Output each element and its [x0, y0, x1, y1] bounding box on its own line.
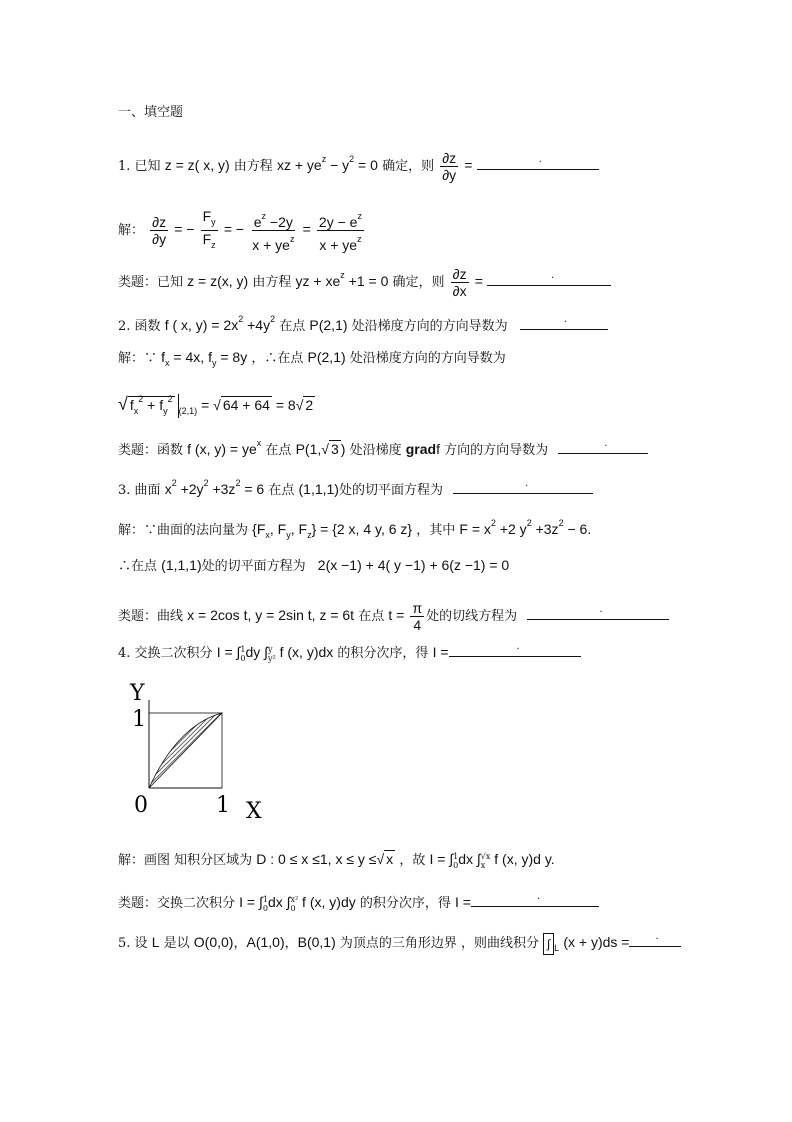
q5-text1: 是以 — [163, 936, 190, 951]
sol3-math1d: } = {2 x, 4 y, 6 z} — [311, 521, 413, 537]
q3-prefix: 3. 曲面 — [118, 483, 161, 498]
sol3-sub1: x — [265, 530, 270, 540]
q5-math3: A(1,0) — [246, 934, 285, 950]
sim4-lim1-bot: 0 — [262, 903, 268, 913]
sim1-prefix: 类题：已知 — [118, 275, 184, 290]
sol4-math1: D : 0 ≤ x ≤1, x ≤ y ≤ — [256, 851, 377, 867]
q3-math1b: +2y — [176, 481, 204, 497]
sim3-prefix: 类题：曲线 — [118, 609, 184, 624]
q2-sup2: 2 — [270, 314, 276, 324]
sol1-f2-den: F — [202, 231, 212, 247]
question-2 — [118, 310, 608, 336]
sol1-f3-den-sup: z — [289, 234, 295, 244]
sol1-prefix: 解： — [118, 223, 145, 238]
sim4-math2: I = — [455, 894, 471, 910]
sim2-math2: P(1, — [295, 441, 322, 457]
sol3-sub3: z — [307, 530, 312, 540]
sol2-math1c: = 8y — [216, 349, 248, 365]
sim2-text1: 在点 — [265, 443, 292, 458]
sol3-sub2: y — [286, 530, 291, 540]
sol3-text1: ，其中 — [416, 523, 456, 538]
q4-math2: I = — [432, 644, 449, 660]
sim4-lim2-bot: 0 — [290, 903, 296, 913]
sol2-math1b: = 4x, f — [169, 349, 212, 365]
sol4-text1: ，故 — [399, 853, 426, 868]
q1-math2c: = 0 — [354, 157, 378, 173]
q5-dot: . — [655, 931, 659, 942]
sol3b-math2: 2(x −1) + 4( y −1) + 6(z −1) = 0 — [317, 557, 510, 573]
sim4-lim1-top: 1 — [262, 894, 268, 904]
sim1-text1: 由方程 — [252, 275, 292, 290]
sol3-math2b: +2 y — [495, 521, 527, 537]
q4-math1c: f (x, y)dx — [275, 644, 334, 660]
q4-text1: 的积分次序，得 — [337, 646, 429, 661]
q4-math1: I = ∫ — [216, 644, 241, 660]
sol1-frac1 — [150, 214, 168, 247]
sim1-frac-num: ∂z — [452, 266, 467, 282]
q3-sup3: 2 — [235, 478, 241, 488]
sol4-sqrt1: x — [386, 851, 394, 867]
sol2b-sqrt-a-sub: x — [133, 406, 139, 416]
sol2-prefix: 解：∵ — [118, 351, 158, 366]
q3-math1c: +3z — [208, 481, 236, 497]
similar-4 — [118, 892, 599, 913]
sim4-math1: I = ∫ — [239, 894, 263, 910]
sol3-math1b: , F — [269, 521, 287, 537]
sol1-f4-den-sup: z — [357, 234, 362, 244]
q2-answer-blank[interactable] — [520, 315, 608, 330]
sol3-math2d: − 6. — [563, 521, 592, 537]
sol3-sup3: 2 — [558, 518, 564, 528]
q3-math1: x — [164, 481, 172, 497]
sim4-text1: 的积分次序，得 — [359, 896, 451, 911]
sim2-text3: 方向的方向导数为 — [444, 443, 549, 458]
sol4-lim2-top: √x — [480, 851, 491, 861]
sol4-lim1-bot: 0 — [453, 860, 459, 870]
sol2b-eval-at: (2,1) — [178, 406, 198, 416]
q5-text3: ， — [284, 936, 298, 951]
q1-fraction — [440, 150, 458, 183]
q5-answer-blank[interactable] — [629, 932, 681, 947]
sim2-dot: . — [604, 438, 608, 449]
sol2-sub1: x — [165, 358, 170, 368]
sol1-f3-den: x + ye — [252, 237, 290, 253]
q1-text2: 确定，则 — [382, 159, 435, 174]
sol4-math2c: f (x, y)d y. — [490, 851, 555, 867]
sol3-math2: F = x — [459, 521, 491, 537]
q4-lim2-bot: y² — [267, 653, 276, 663]
q5-text4: 为顶点的三角形边界 ，则曲线积分 — [339, 936, 540, 951]
q4-lim1-bot: 0 — [240, 653, 246, 663]
sol1-frac2 — [201, 208, 218, 253]
sol2b-plus: + f — [143, 397, 164, 413]
sim3-frac-num: π — [412, 600, 423, 616]
q4-answer-blank[interactable] — [449, 642, 581, 657]
sol4-lim1-top: 1 — [453, 851, 459, 861]
question-4 — [118, 642, 581, 663]
q4-lim2-top: y — [267, 644, 273, 654]
sol3b-math1: (1,1,1) — [161, 557, 202, 573]
sim2-sup1: x — [256, 438, 262, 448]
sim3-fraction — [410, 600, 424, 633]
q2-text1: 在点 — [279, 319, 306, 334]
sol3b-prefix: ∴在点 — [118, 559, 158, 574]
solution-2 — [118, 348, 506, 372]
shaded-region — [149, 713, 222, 788]
q3-text2: 处的切平面方程为 — [338, 483, 443, 498]
sol2-math1: f — [161, 349, 166, 365]
sol4-math2b: dx ∫ — [458, 851, 481, 867]
q3-math2: (1,1,1) — [298, 481, 339, 497]
q3-sup1: 2 — [171, 478, 177, 488]
sol4-prefix: 解：画图 知积分区域为 — [118, 853, 253, 868]
sol1-f4-den: x + ye — [319, 237, 358, 253]
sol1-frac3 — [250, 208, 296, 253]
q1-prefix: 1. 已知 — [118, 159, 161, 174]
sim3-math2: t = — [388, 607, 405, 623]
solution-1 — [118, 208, 366, 253]
q3-math1d: = 6 — [240, 481, 265, 497]
solution-3 — [118, 514, 591, 544]
q1-math2b-sup: 2 — [349, 154, 355, 164]
q1-text1: 由方程 — [233, 159, 273, 174]
sim4-limits2 — [290, 895, 298, 913]
sim4-math1b: dx ∫ — [267, 894, 291, 910]
sim1-text2: 确定，则 — [392, 275, 445, 290]
sol1-f2-den-sub: z — [211, 240, 216, 250]
sol3b-text1: 处的切平面方程为 — [201, 559, 306, 574]
q1-math2: xz + ye — [276, 157, 322, 173]
sim3-text2: 处的切线方程为 — [426, 609, 518, 624]
q5-math1: L — [151, 934, 160, 950]
sol1-f3-num-sup: z — [261, 211, 267, 221]
question-3 — [118, 474, 593, 500]
section-header: 一、填空题 — [118, 105, 184, 120]
q1-eq: = — [464, 157, 473, 173]
sol1-f3-num-b: −2y — [266, 214, 293, 230]
solution-2-result: √ $f_x^2 + f_y^2_{(2,1)}$ = √ 64 + 64 = 8√ 2 — [118, 390, 315, 420]
sol3-prefix: 解：∵曲面的法向量为 — [118, 523, 249, 538]
q5-integral-sub: L — [554, 943, 560, 953]
sol1-f4-num: 2y − e — [318, 214, 358, 230]
sol2b-sqrt-b-sup: 2 — [167, 394, 173, 404]
q5-math4: B(0,1) — [297, 934, 336, 950]
q1-frac-den: ∂y — [442, 167, 457, 183]
question-1 — [118, 150, 599, 183]
sim1-math2-sup: z — [340, 270, 345, 280]
q2-dot: . — [563, 314, 567, 325]
sim3-frac-den: 4 — [413, 617, 422, 633]
y-tick-label: 1 — [132, 707, 146, 732]
sim1-frac-den: ∂x — [452, 283, 467, 299]
similar-2: 类题：函数 f (x, $y) = ye^x$ 在点 P(1,√ 3 ) 处沿梯度 gradf 方向的方向导数为 . — [118, 434, 648, 460]
sol2-sub2: y — [211, 358, 217, 368]
sim1-math2: yz + xe — [295, 273, 341, 289]
x-tick-label: 1 — [216, 793, 230, 818]
sol2-math2: P(2,1) — [307, 349, 346, 365]
sim4-dot: . — [537, 891, 541, 902]
q2-math1: f ( x, y) = 2x — [164, 317, 239, 333]
sol2b-sqrt-a-sup: 2 — [138, 394, 144, 404]
integration-region-graph — [118, 680, 288, 825]
sol2-text1: ，∴在点 — [251, 351, 304, 366]
q2-prefix: 2. 函数 — [118, 319, 161, 334]
sol4-lim2-bot: x — [480, 860, 486, 870]
sim2-text2: 处沿梯度 — [349, 443, 402, 458]
sim1-eq: = — [474, 273, 483, 289]
origin-label: 0 — [134, 793, 148, 818]
sim2-math2-sqrt: 3 — [330, 441, 339, 457]
q4-dot: . — [516, 641, 520, 652]
similar-1 — [118, 266, 611, 299]
sol3-sup1: 2 — [490, 518, 496, 528]
sol2b-eq1: = — [201, 397, 214, 413]
q1-answer-blank[interactable] — [477, 155, 599, 170]
sol1-f1-num: ∂z — [152, 214, 167, 230]
q1-math2b: − y — [326, 157, 350, 173]
q2-math1b: +4y — [243, 317, 271, 333]
q5-integral-box — [543, 933, 554, 955]
sol4-math2: I = ∫ — [429, 851, 454, 867]
sim3-text1: 在点 — [358, 609, 385, 624]
sol3-math2c: +3z — [531, 521, 559, 537]
sim1-math2b: +1 = 0 — [344, 273, 389, 289]
y-axis-label: Y — [130, 681, 145, 706]
q5-prefix: 5. 设 — [118, 936, 148, 951]
q5-integral-sign: ∫ — [547, 936, 551, 951]
sol2-text2: 处沿梯度方向的方向导数为 — [349, 351, 506, 366]
sim2-math2b: ) — [340, 441, 346, 457]
q5-math2: O(0,0) — [193, 934, 234, 950]
q4-math1b: dy ∫ — [245, 644, 268, 660]
q5-text2: ， — [233, 936, 247, 951]
sim1-answer-blank[interactable] — [487, 271, 611, 286]
q4-limits2 — [268, 645, 276, 663]
q3-text1: 在点 — [268, 483, 295, 498]
q3-sup2: 2 — [203, 478, 209, 488]
sol1-frac4 — [317, 208, 364, 253]
sol1-eq3: = — [302, 221, 311, 237]
x-axis-label: X — [246, 799, 262, 824]
sol1-f4-num-sup: z — [357, 211, 362, 221]
q4-prefix: 4. 交换二次积分 — [118, 646, 213, 661]
q2-math2: P(2,1) — [309, 317, 348, 333]
sol1-f2-num: F — [202, 208, 212, 224]
sim4-answer-blank[interactable] — [471, 892, 599, 907]
sol1-eq2: = − — [223, 221, 245, 237]
q3-dot: . — [525, 478, 529, 489]
sol3-sup2: 2 — [526, 518, 532, 528]
sim2-math1: f (x, y) = ye — [187, 441, 257, 457]
sim4-prefix: 类题：交换二次积分 — [118, 896, 236, 911]
sim2-math3: f — [436, 441, 440, 457]
sol3-math1c: , F — [290, 521, 308, 537]
q1-frac-num: ∂z — [442, 150, 457, 166]
sim3-dot: . — [599, 604, 603, 615]
solution-4: 解：画图 知积分区域为 D : 0 ≤ x ≤1, x ≤ y ≤√ x ，故 I = ∫ 1 0 dx ∫ √x x f (x, y)d y. — [118, 851, 555, 870]
sim2-prefix: 类题：函数 — [118, 443, 184, 458]
sim3-math1: x = 2cos t, y = 2sin t, z = 6t — [187, 607, 355, 623]
sol3-math1: {F — [252, 521, 266, 537]
sim1-fraction — [451, 266, 469, 299]
q2-sup1: 2 — [238, 314, 244, 324]
sol2b-eq2: = 8 — [271, 397, 296, 413]
similar-3 — [118, 600, 669, 633]
sim4-math1c: f (x, y)dy — [298, 894, 356, 910]
sol1-f1-den: ∂y — [152, 231, 167, 247]
q1-math2-sup: z — [321, 154, 327, 164]
question-5 — [118, 932, 681, 957]
sim2-grad: grad — [405, 441, 437, 457]
sim1-dot: . — [551, 270, 555, 281]
sol2b-sqrt-a: f — [129, 397, 134, 413]
q1-dot: . — [538, 154, 542, 165]
q2-text2: 处沿梯度方向的方向导数为 — [351, 319, 508, 334]
sim3-answer-blank[interactable] — [527, 605, 669, 620]
sol1-f3-num: e — [253, 214, 262, 230]
q1-math1: z = z( x, y) — [164, 157, 230, 173]
solution-3-result — [118, 556, 509, 576]
sol1-f2-num-sub: y — [211, 217, 216, 227]
sol2b-sqrt2: 64 + 64 — [222, 397, 270, 413]
sol2b-sqrt3: 2 — [305, 397, 314, 413]
q4-lim1-top: 1 — [240, 644, 246, 654]
sol4-limits2 — [481, 852, 491, 870]
sim4-lim2-top: x² — [290, 894, 299, 904]
q3-answer-blank[interactable] — [453, 479, 593, 494]
sol2b-sqrt-b-sub: y — [163, 406, 168, 416]
q5-math5b: (x + y)ds = — [563, 934, 630, 950]
sim2-answer-blank[interactable] — [558, 439, 648, 454]
sim1-math1: z = z(x, y) — [187, 273, 249, 289]
sol1-eq1: = − — [174, 221, 195, 237]
